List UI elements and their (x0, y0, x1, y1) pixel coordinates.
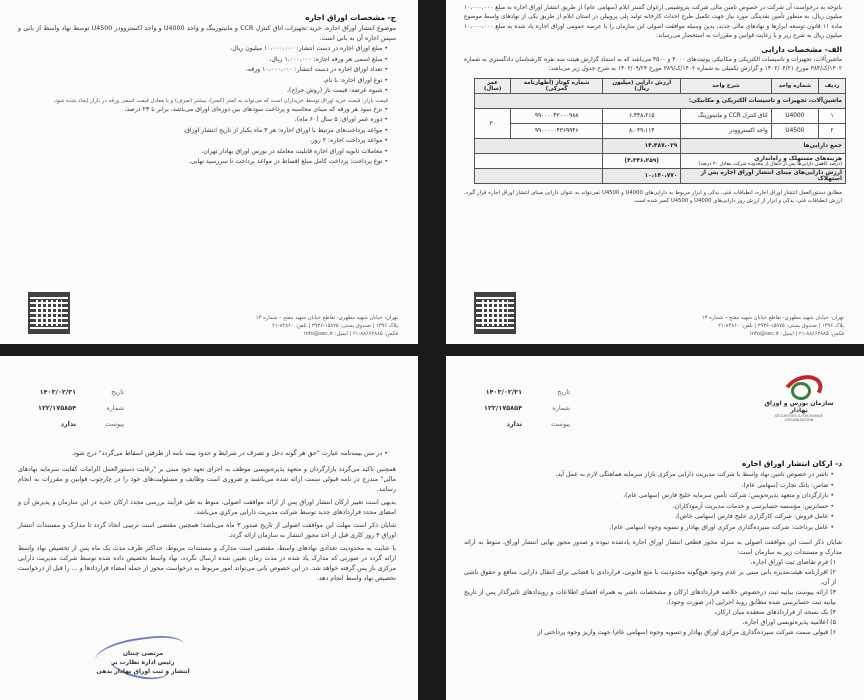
table-cell (475, 169, 603, 184)
list-item: • مواعد پرداخت اجاره: ۲ روز، (0, 136, 418, 147)
paragraph: موضوع انتشار اوراق اجاره، خرید تجهیزات اتاق کنترل CCR و مانیتورینگ و واحد U4000 و واحد اکستروودر U4500 توسط نهاد واسط از بانی و سپس اجاره آن به بانی است. (18, 25, 396, 42)
list-item: • نوع پرداخت: پرداخت کامل مبلغ اقساط در مواعد پرداخت تا سررسید نهایی. (0, 157, 418, 168)
section-title: ج- مشخصات اوراق اجاره (305, 13, 396, 22)
meta-label: تاریخ (557, 388, 571, 396)
footer-line: تهران- خیابان شهید مطهری- تقاطع خیابان شهید مفتح – شماره ۱۳ (255, 315, 398, 321)
table-row (475, 154, 846, 169)
meta-value: ۱۲۲/۱۷۵۸۵۴ (38, 404, 77, 412)
meta-label: تاریخ (111, 388, 125, 396)
table-row (475, 94, 846, 109)
list-item: • حسابرس: مؤسسه حسابرسی و خدمات مدیریت آرمودکاران، (446, 502, 864, 513)
column-header: شماره کوتاژ (اظهارنامه گمرکی) (511, 79, 603, 94)
bullet-list (0, 44, 418, 97)
meta-row (484, 384, 570, 400)
signer-title: رئیس اداره نظارت بر (111, 659, 175, 666)
column-header: ارزش دارایی (میلیون ریال) (603, 79, 681, 94)
table-cell (681, 154, 846, 169)
list-item: ۲) اقرارنامه هیئت‌مدیره بانی مبنی بر عدم وجود هیچ‌گونه محدودیت یا منع قانونی، قراردادی یا قضایی برای انتقال دارایی، منافع و حقوق ناشی از آن، (464, 569, 836, 586)
column-header: عمر (سال) (475, 79, 511, 94)
qr-code-icon (474, 292, 516, 334)
signature-block (88, 649, 198, 676)
list-item: ۱) فرم تقاضای ثبت اوراق اجاره، (750, 559, 836, 566)
list-item: • ضامن: بانک تجارت (سهامی عام)، (446, 481, 864, 492)
table-cell: ۹۹۰۰۰۰۰۴۳۶۹۹۴۶ (511, 124, 603, 139)
list-item: • مواعد پرداخت‌های مرتبط با اوراق اجاره: هر ۳ ماه یکبار از تاریخ انتشار اوراق، (0, 126, 418, 137)
list-item: • مبلغ اسمی هر ورقه اجاره: ۱،۰۰۰،۰۰۰ ریال، (0, 55, 418, 66)
table-row (475, 124, 846, 139)
document-page-conditions (0, 356, 418, 700)
letter-meta (38, 384, 124, 432)
meta-label: پیوست (551, 420, 571, 428)
table-section-label: ماشین‌آلات، تجهیزات و تاسیسات الکتریکی و مکانیکی: (475, 94, 846, 109)
paragraph: با عنایت به محدودیت تعدادی نهادهای واسط، مقتضی است مدارک و مستندات مربوط، حداکثر ظرف مدت یک ماه پس از تخصیص نهاد واسط ارائه گردد در صورتی که مدارک یاد شده در مدت زمان تعیین شده ارسال نگردد، نهاد واسط تخصیص داده شده توسط شرکت مدیریت دارایی مرکزی باز پس گرفته خواهد شد. در این خصوص بانی می‌تواند امور مربوط به درخواست مجوز از جمله امضاء قراردادها و ... را قبل از درخواست تخصیص نهاد واسط انجام دهد. (18, 544, 396, 582)
list-item: • در متن بیمه‌نامه عبارت "حق هر گونه دخل و تصرف در شرایط و حدود بیمه نامه از طرفین اسقاط می‌گردد" درج شود. (0, 448, 418, 459)
letter-meta (484, 384, 570, 432)
table-cell: ۱۰،۱۴۰،۷۷۰ (603, 169, 681, 184)
list-item: • ناشر در خصوص تامین نهاد واسط با شرکت مدیریت دارایی مرکزی بازار سرمایه هماهنگی لازم به عمل آید، (446, 470, 864, 481)
list-item: • نرخ سود هر ورقه که مبنای محاسبه و پرداخت سودهای بین دوره‌ای اوراق می‌باشد، برابر با ۲۳ درصد، (0, 105, 418, 116)
footer-line: فکس: ۸۸۶۶۲۸۸۵-۲۱ | ایمیل: info@sec.ir (304, 331, 398, 337)
table-cell: U4500 (771, 124, 818, 139)
table-cell: ارزش دارایی‌های مبنای انتشار اوراق اجاره پس از استهلاک (681, 169, 846, 184)
table-cell: واحد اکستروودر (681, 124, 771, 139)
section-title: الف- مشخصات دارایی (761, 44, 842, 54)
list-item: • بازارگردان و متعهد پذیره‌نویس: شرکت تأمین سرمایه خلیج فارس (سهامی عام)، (446, 491, 864, 502)
list-item: • عامل فروش: شرکت کارگزاری خلیج فارس (سهامی خاص)، (446, 512, 864, 523)
meta-value: ۱۴۰۳/۰۲/۳۱ (39, 388, 77, 396)
meta-row (38, 400, 124, 416)
meta-row (38, 384, 124, 400)
table-cell: ۱ (819, 109, 846, 124)
list-item: • معاملات ثانویه اوراق اجاره قابلیت معامله در بورس اوراق بهادار تهران، (0, 147, 418, 158)
column-header: شرح واحد (681, 79, 771, 94)
list-item: • نوع اوراق اجاره: با نام، (0, 76, 418, 87)
table-cell: ۳۰ (475, 109, 511, 139)
meta-label: شماره (552, 404, 571, 412)
table-cell (475, 139, 603, 154)
signer-name: مرتضی چنتان (122, 650, 164, 657)
table-cell: جمع دارایی‌ها (681, 139, 846, 154)
organization-logo (764, 374, 834, 422)
footnote: مطابق دستورالعمل انتشار اوراق اجاره، انطباقات فنی، یدکی و ابزار مربوط به دارایی‌های U4000 و U4500 نمی‌تواند به عنوان دارایی مبنای انتشار اوراق اجاره قرار گیرد، ارزش انطباقات فنی، یدکی و ابزار از ارزش روز دارایی‌های U4000 و U4500 کسر شده است. (464, 190, 842, 205)
deduct-sub: (درصد کاهش دارایی‌ها پس از انتقال از محدوده شرکت معادل ۳۰ درصد) (698, 161, 842, 167)
bullet-list (0, 105, 418, 168)
list-item: • عامل پرداخت: شرکت سپرده‌گذاری مرکزی اوراق بهادار و تسویه وجوه (سهامی عام). (446, 523, 864, 534)
document-page-assets (446, 0, 864, 344)
section-title: د- ارکان انتشار اوراق اجاره (742, 459, 842, 468)
paragraph: ماشین‌آلات، تجهیزات و تاسیسات الکتریکی و مکانیکی یونیت‌های ۴۰۰۰ و ۴۵۰۰ می‌باشد که به استناد گزارش هیئت سه نفره کارشناسان دادگستری به شماره ۱۴۰۲/ک/۳۸۴ مورخ ۱۴۰۲/۰۴/۲۱ و گزارش تکمیلی به شماره ۱۴۰۲/ک/۳۸۹ مورخ ۱۴۰۲/۰۹/۲۴ به شرح جدول زیر می‌باشد: (464, 56, 843, 73)
table-cell: ۲ (819, 124, 846, 139)
meta-row (484, 416, 570, 432)
meta-value: ندارد (60, 420, 77, 428)
list-item: • شیوه عرضه: قیمت باز (روش حراج)، (0, 86, 418, 97)
footer-line: تهران- خیابان شهید مطهری- تقاطع خیابان شهید مفتح – شماره ۱۳ (701, 315, 844, 321)
table-cell: ۹۹۰۰۰۰۴۲۰۰۰۹۸۸ (511, 109, 603, 124)
page-footer (90, 314, 398, 338)
list-item: ۳) ارائه پیوست بیانیه ثبت درخصوص خلاصه قراردادهای ارکان و مشخصات ناشر به همراه افشای اطلاعات و رویدادهای تاثیرگذار پس از تاریخ بیانیه ثبت حسابرسی شده مطابق رویۀ اجرایی (در صورت وجود)، (464, 589, 836, 606)
table-row (475, 169, 846, 184)
list-item: • تعداد اوراق اجاره در دست انتشار: ۱۰،۰۰۰،۰۰۰ ورقه، (0, 65, 418, 76)
logo-name: سازمان بورس و اوراق بهادار (764, 400, 834, 414)
logo-english: SECURITIES & EXCHANGE ORGANIZATION (774, 414, 824, 422)
footer-line: فکس: ۸۸۶۶۲۸۸۵-۲۱ | ایمیل: info@sec.ir (750, 331, 844, 337)
footer-line: پلاک ۱۳۹۶ | صندوق پستی: ۱۵۸۷۵-۳۹۳۶ | تلفن: ۸۴۸۶۰-۲۱ (718, 323, 844, 329)
page-footer (536, 314, 844, 338)
table-cell: U4000 (771, 109, 818, 124)
deduct-label: هزینه‌های مستهلک و راه‌اندازی (754, 155, 842, 162)
table-cell: ۱۴،۴۸۷،۰۲۹ (603, 139, 681, 154)
column-header: ردیف (819, 79, 846, 94)
note: قیمت بازار: قیمت خرید اوراق توسط خریداران است که می‌تواند به کمتر (کسر)، بیشتر (صرف) و یا معادل قیمت اسمی ورقه در بازار ایجاد شده شود. (52, 97, 388, 104)
meta-value: ۱۲۲/۱۷۵۸۵۴ (484, 404, 523, 412)
meta-value: ۱۴۰۳/۰۲/۳۱ (485, 388, 523, 396)
qr-code-icon (28, 292, 70, 334)
table-row (475, 109, 846, 124)
table-header-row (475, 79, 846, 94)
table-cell: ۶،۴۴۸،۲۱۵ (603, 109, 681, 124)
table-cell: (۴،۳۴۶،۲۵۹) (603, 154, 681, 169)
table-cell: ۸،۰۳۹،۱۱۴ (603, 124, 681, 139)
assets-table (474, 78, 846, 184)
table-row (475, 139, 846, 154)
table-cell (475, 154, 603, 169)
list-item: ۴) یک نسخه از قراردادهای منعقده میان ارکان، (714, 609, 836, 616)
column-header: شماره واحد (771, 79, 818, 94)
meta-value: ندارد (506, 420, 523, 428)
list-item: ۵) اعلامیه پذیره‌نویسی اوراق اجاره، (742, 619, 836, 626)
seo-logo-icon (779, 374, 819, 400)
document-page-parties (446, 356, 864, 700)
paragraph: شایان ذکر است این موافقت اصولی به منزله مجوز قطعی انتشار اوراق اجاره یادشده نبوده و صدور مجوز نهایی انتشار اوراق، منوط به ارائه مدارک و مستندات زیر به سازمان است: (464, 539, 842, 556)
signer-title: انتشار و ثبت اوراق بهادار بدهی (96, 668, 190, 675)
table-cell: اتاق کنترل CCR و مانیتورینگ (681, 109, 771, 124)
meta-label: پیوست (105, 420, 125, 428)
meta-row (38, 416, 124, 432)
paragraph: شایان ذکر است مهلت این موافقت اصولی از تاریخ صدور ۳ ماه می‌باشد؛ همچنین مقتضی است ترتیبی اتخاذ گردد تا مدارک و مستندات انتشار اوراق ۳ روز کاری قبل از اخذ مجوز انتشار به سازمان ارائه گردد. (18, 521, 397, 539)
list-item: ۶) قبولی سمت شرکت سپرده‌گذاری مرکزی اوراق بهادار و تسویه وجوه (سهامی عام) جهت واریز وجوه پرداختی از (537, 629, 836, 636)
meta-label: شماره (106, 404, 125, 412)
paragraph: بدیهی است تغییر ارکان انتشار اوراق پس از ارائه موافقت اصولی، منوط به طی فرآیند بررسی مجدد ارکان جدید در این سازمان و پذیرش آن و امضای مجدد قراردادهای جدید توسط شرکت مدیریت دارایی مرکزی می‌باشد. (18, 498, 396, 516)
list-item: • دوره عمر اوراق: ۵ سال (۶۰ ماه)، (0, 115, 418, 126)
meta-row (484, 400, 570, 416)
document-page-specs (0, 0, 418, 344)
list-item: • مبلغ اوراق اجاره در دست انتشار: ۱۰،۰۰۰،۰۰۰ میلیون ریال، (0, 44, 418, 55)
paragraph: باتوجه به درخواست آن شرکت در خصوص تامین مالی شرکت پتروشیمی ارغوان گستر ایلام (سهامی عام) از طریق انتشار اوراق اجاره به مبلغ ۱۰،۰۰۰،۰۰۰ میلیون ریال، به منظور تأمین نقدینگی مورد نیاز جهت تکمیل طرح احداث کارخانه تولید پلی پروپیلن در استان ایلام از طریق یکی از نهادهای واسط موضوع ماده ۱۱ قانون توسعه ابزارها و نهادهای مالی جدید، بدین وسیله موافقت اصولی این سازمان را با عرضه عمومی اوراق اجاره یاد شده به مبلغ ۱۰،۰۰۰،۰۰۰ میلیون ریال به شرح زیر و با رعایت قوانین و مقررات به استحضار می‌رساند: (464, 5, 842, 40)
footer-line: پلاک ۱۳۹۶ | صندوق پستی: ۱۵۸۷۵-۳۹۳۶ | تلفن: ۸۴۸۶۰-۲۱ (272, 323, 398, 329)
paragraph: همچنین تاکید می‌گردد بازارگردان و متعهد پذیره‌نویسی موظف به اجرای تعهد خود مبنی بر "رعایت دستورالعمل الزامات کفایت سرمایه نهادهای مالی" مندرج در نامه قبولی سمت ارائه شده می‌باشند و ضروری است وظایف و مسئولیت‌های خود را در چارچوب قوانین و مقررات به انجام رسانند. (18, 465, 396, 493)
